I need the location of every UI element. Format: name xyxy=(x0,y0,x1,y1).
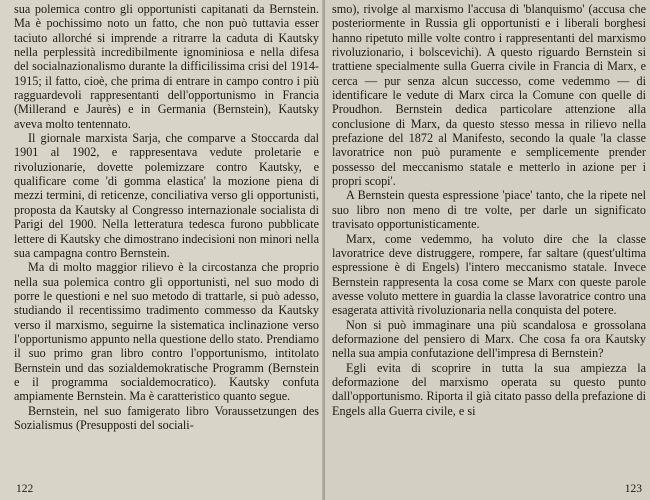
page-number-left: 122 xyxy=(16,483,34,495)
page-number-right: 123 xyxy=(624,483,642,495)
right-paragraph-3: Marx, come vedemmo, ha voluto dire che la classe lavoratrice deve distruggere, rompere, far saltare (quest'ultima espressione è di Engels) l'intero meccanismo statale. Invece Bernstein rappresenta la cosa come se Marx con queste parole avesse voluto mettere in guardia la classe lavoratrice contro una esagerata attività rivoluzionaria nella conquista del potere. xyxy=(332,231,646,318)
right-page-text xyxy=(332,2,646,418)
left-paragraph-1: sua polemica contro gli opportunisti capitanati da Bernstein. Ma è pochissimo noto un fatto, che non può tuttavia esser taciuto allorché si imprende a ritrarre la caduta di Kautsky nella perplessità incredibilmente ignominiosa e nella difesa del socialnazionalismo durante la difficilissima crisi del 1914-1915; il fatto, cioè, che prima di entrare in campo contro i più ragguardevoli rappresentanti dell'opportunismo in Francia (Millerand e Jaurès) e in Germania (Bernstein), Kautsky aveva molto tentennato. xyxy=(14,2,319,131)
left-page-text xyxy=(14,2,319,432)
right-paragraph-2: A Bernstein questa espressione 'piace' tanto, che la ripete nel suo libro non meno di tre volte, per darle un significato travisato opportunisticamente. xyxy=(332,188,646,232)
right-paragraph-5: Egli evita di scoprire in tutta la sua ampiezza la deformazione del marxismo operata su questo punto dall'opportunismo. Riporta il già citato passo della prefazione di Engels alla Guerra civile, e si xyxy=(332,360,646,418)
left-paragraph-4: Bernstein, nel suo famigerato libro Voraussetzungen des Sozialismus (Presupposti del sociali- xyxy=(14,403,319,432)
right-paragraph-1: smo), rivolge al marxismo l'accusa di 'blanquismo' (accusa che posteriormente in Russia gli opportunisti e i liberali borghesi hanno ripetuto mille volte contro i rappresentanti del marxismo rivoluzionario, i bolscevichi). A questo riguardo Bernstein si trattiene specialmente sulla Guerra civile in Francia di Marx, e cerca — pur senza alcun successo, come vedemmo — di identificare le vedute di Marx circa la Comune con quelle di Proudhon. Bernstein dedica particolare attenzione alla conclusione di Marx, da questo stesso messa in rilievo nella prefazione del 1872 al Manifesto, secondo la quale 'la classe lavoratrice non può puramente e semplicemente prender possesso del meccanismo statale e metterlo in azione per i propri scopi'. xyxy=(332,2,646,189)
right-page xyxy=(325,0,650,500)
left-paragraph-3: Ma di molto maggior rilievo è la circostanza che proprio nella sua polemica contro gli opportunisti, nel suo modo di porre le questioni e nel suo metodo di trattarle, si può adesso, studiando il recentissimo tradimento commesso da Kautsky verso il marxismo, seguirne la sistematica inclinazione verso l'opportunismo appunto nella questione dello stato. Prendiamo il suo primo gran libro contro l'opportunismo, intitolato Bernstein und das sozialdemokratische Programm (Bernstein e il programma socialdemocratico). Kautsky confuta ampiamente Bernstein. Ma è caratteristico quanto segue. xyxy=(14,260,319,404)
left-paragraph-2: Il giornale marxista Sarja, che comparve a Stoccarda dal 1901 al 1902, e rappresentava vedute proletarie e rivoluzionarie, dovette polemizzare contro Kautsky, e qualificare come 'di gomma elastica' la mozione piena di mezzi termini, di reticenze, conciliativa verso gli opportunisti, proposta da Kautsky al Congresso internazionale socialista di Parigi del 1900. Nella letteratura tedesca furono pubblicate lettere di Kautsky che dimostrano indecisioni non minori nella sua campagna contro Bernstein. xyxy=(14,131,319,260)
right-paragraph-4: Non si può immaginare una più scandalosa e grossolana deformazione del pensiero di Marx. Che cosa fa ora Kautsky nella sua ampia confutazione dell'impresa di Bernstein? xyxy=(332,317,646,361)
